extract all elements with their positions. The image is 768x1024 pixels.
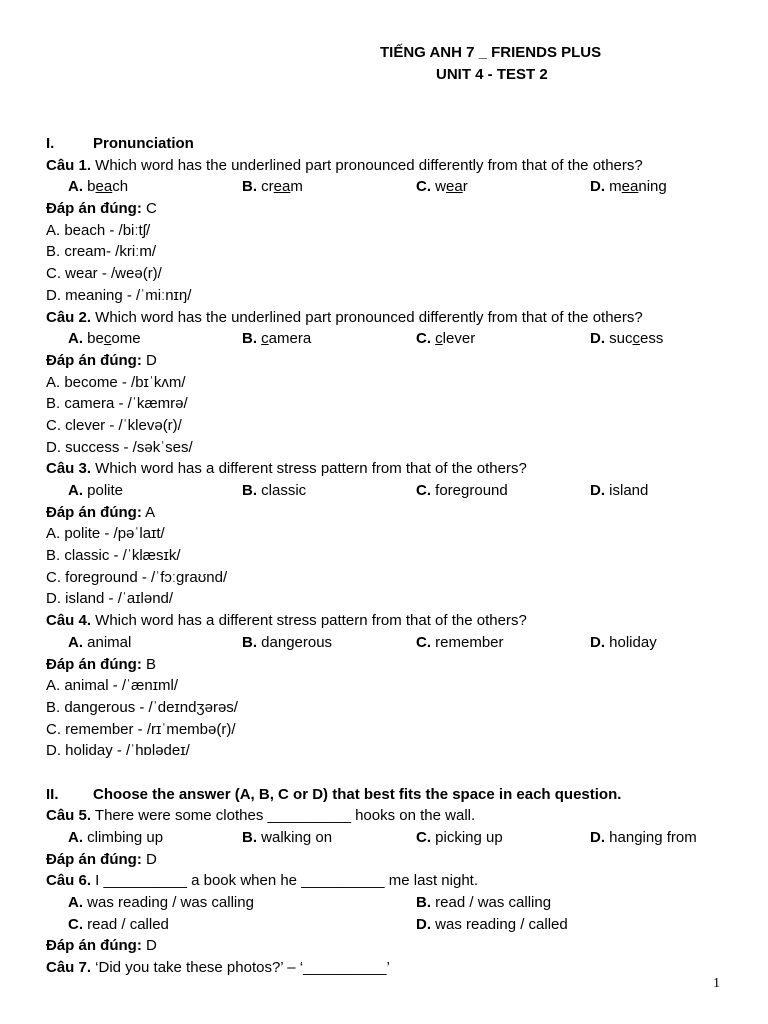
explanation-line: A. polite - /pəˈlaɪt/: [46, 525, 165, 543]
answer-label: Đáp án đúng:: [46, 200, 142, 218]
option-a: [68, 328, 141, 350]
explanation-line: B. cream- /kriːm/: [46, 243, 157, 261]
option-letter: C.: [68, 915, 83, 933]
answer-line: [46, 654, 746, 676]
option-text: amera: [268, 330, 312, 348]
answer-value: B: [141, 655, 157, 673]
options-row: [46, 892, 746, 914]
question-text: Which word has the underlined part pronounced differently from that of the others?: [91, 156, 643, 174]
question-label: Câu 4.: [46, 612, 92, 630]
document-title: TIẾNG ANH 7 _ FRIENDS PLUS: [380, 44, 602, 61]
option-text: m: [290, 178, 303, 196]
option-text: was reading / was calling: [83, 894, 254, 912]
question-label: Câu 2.: [46, 308, 92, 326]
option-text: be: [83, 330, 104, 348]
option-letter: A.: [68, 894, 83, 912]
underlined-part: c: [103, 330, 112, 348]
document-body: [46, 133, 746, 979]
option-text: classic: [257, 482, 307, 499]
explanation-line: B. classic - /ˈklæsɪk/: [46, 547, 181, 565]
option-letter: A.: [68, 178, 83, 196]
option-text: holiday: [605, 633, 657, 651]
option-letter: C.: [416, 633, 431, 651]
option-d: [590, 328, 663, 350]
question-label: Câu 1.: [46, 156, 92, 174]
section-title: Choose the answer (A, B, C or D) that best fits the space in each question.: [93, 785, 622, 803]
option-text: polite: [83, 482, 124, 499]
option-letter: B.: [242, 633, 257, 651]
question: [46, 307, 746, 329]
explanation-line: C. foreground - /ˈfɔːɡraʊnd/: [46, 568, 228, 586]
option-letter: D.: [590, 633, 605, 651]
question-text: There were some clothes __________ hooks on the wall.: [91, 807, 476, 825]
explanation-line: D. holiday - /ˈhɒlədeɪ/: [46, 742, 190, 760]
option-a: [68, 176, 128, 198]
explanation-line: B. dangerous - /ˈdeɪndʒərəs/: [46, 698, 238, 716]
question: [46, 155, 746, 177]
option-c: [68, 914, 169, 936]
option-b: [242, 328, 311, 350]
spacer: [46, 762, 746, 784]
question-text: I __________ a book when he __________ me last night.: [91, 872, 478, 890]
option-letter: C.: [416, 178, 431, 196]
page-number: 1: [713, 976, 720, 991]
option-letter: A.: [68, 829, 83, 846]
option-text: m: [605, 178, 622, 196]
option-letter: C.: [416, 829, 431, 846]
option-letter: C.: [416, 330, 431, 348]
option-c: [416, 328, 475, 350]
option-a: [68, 892, 254, 914]
option-text: walking on: [257, 829, 333, 846]
options-row: [46, 480, 746, 502]
underlined-part: ea: [95, 178, 113, 196]
option-letter: B.: [416, 894, 431, 912]
question-text: Which word has the underlined part pronounced differently from that of the others?: [91, 308, 643, 326]
option-letter: D.: [590, 482, 605, 499]
option-text: ch: [112, 178, 129, 196]
option-letter: B.: [242, 178, 257, 196]
option-text: animal: [83, 633, 132, 651]
option-text: was reading / called: [431, 915, 568, 933]
option-a: [68, 827, 163, 849]
explanation-line: A. animal - /ˈænɪml/: [46, 677, 179, 695]
section-heading: [46, 784, 746, 806]
option-text: suc: [605, 330, 633, 348]
option-letter: D.: [590, 178, 605, 196]
question-text: Which word has a different stress pattern from that of the others?: [91, 612, 527, 630]
option-d: [590, 632, 657, 654]
explanation-line: D. meaning - /ˈmiːnɪŋ/: [46, 286, 192, 304]
option-text: picking up: [431, 829, 503, 846]
underlined-part: ea: [446, 178, 463, 196]
underlined-part: c: [261, 330, 269, 348]
option-a: [68, 480, 123, 502]
section-heading: [46, 133, 746, 155]
underlined-part: ea: [621, 178, 639, 196]
question-label: Câu 3.: [46, 460, 92, 478]
question-text: Which word has a different stress pattern from that of the others?: [91, 460, 527, 478]
answer-value: D: [141, 351, 157, 369]
option-b: [416, 892, 551, 914]
option-text: island: [605, 482, 649, 499]
question-label: Câu 5.: [46, 807, 92, 825]
options-row: [46, 176, 746, 198]
section-number: II.: [46, 785, 59, 803]
explanation-line: C. wear - /weə(r)/: [46, 265, 162, 283]
option-text: read / called: [83, 915, 169, 933]
option-letter: B.: [242, 829, 257, 846]
option-text: cr: [257, 178, 274, 196]
option-text: ome: [111, 330, 141, 348]
underlined-part: c: [435, 330, 443, 348]
underlined-part: ea: [273, 178, 291, 196]
document-subtitle: UNIT 4 - TEST 2: [436, 66, 548, 83]
option-text: climbing up: [83, 829, 164, 846]
option-letter: B.: [242, 482, 257, 499]
question: [46, 458, 746, 480]
answer-line: [46, 849, 746, 871]
option-text: lever: [442, 330, 476, 348]
answer-line: [46, 198, 746, 220]
explanation-line: D. island - /ˈaɪlənd/: [46, 590, 174, 608]
option-text: read / was calling: [431, 894, 552, 912]
answer-value: D: [141, 937, 157, 955]
question-label: Câu 7.: [46, 959, 92, 977]
question: [46, 870, 746, 892]
option-letter: A.: [68, 330, 83, 348]
explanation-line: D. success - /səkˈses/: [46, 438, 193, 456]
option-letter: B.: [242, 330, 257, 348]
answer-label: Đáp án đúng:: [46, 850, 142, 868]
option-letter: D.: [590, 330, 605, 348]
explanation-line: A. become - /bɪˈkʌm/: [46, 373, 186, 391]
option-text: b: [83, 178, 96, 196]
answer-label: Đáp án đúng:: [46, 937, 142, 955]
option-letter: A.: [68, 482, 83, 499]
answer-value: C: [141, 200, 157, 218]
option-d: [590, 176, 667, 198]
explanation-line: C. remember - /rɪˈmembə(r)/: [46, 720, 236, 738]
option-d: [590, 480, 648, 502]
answer-value: D: [141, 850, 157, 868]
options-row: [46, 914, 746, 936]
question-label: Câu 6.: [46, 872, 92, 890]
option-c: [416, 827, 503, 849]
option-letter: C.: [416, 482, 431, 499]
section-number: I.: [46, 135, 55, 152]
option-c: [416, 632, 504, 654]
option-c: [416, 176, 468, 198]
answer-label: Đáp án đúng:: [46, 351, 142, 369]
answer-line: [46, 350, 746, 372]
option-d: [416, 914, 568, 936]
option-b: [242, 176, 303, 198]
option-text: dangerous: [257, 633, 333, 651]
answer-label: Đáp án đúng:: [46, 655, 142, 673]
option-text: ess: [640, 330, 664, 348]
option-text: ning: [638, 178, 667, 196]
question: [46, 610, 746, 632]
answer-label: Đáp án đúng:: [46, 503, 142, 521]
question: [46, 805, 746, 827]
answer-line: [46, 935, 746, 957]
option-text: remember: [431, 633, 504, 651]
option-a: [68, 632, 131, 654]
options-row: [46, 632, 746, 654]
option-b: [242, 632, 332, 654]
option-d: [590, 827, 697, 849]
option-b: [242, 480, 306, 502]
underlined-part: c: [632, 330, 641, 348]
option-text: hanging from: [605, 829, 697, 846]
option-letter: D.: [416, 915, 431, 933]
explanation-line: A. beach - /biːtʃ/: [46, 221, 151, 239]
explanation-line: C. clever - /ˈklevə(r)/: [46, 416, 182, 434]
option-text: w: [431, 178, 446, 196]
section-title: Pronunciation: [93, 135, 194, 152]
options-row: [46, 827, 746, 849]
question-text: ‘Did you take these photos?’ – ‘__________’: [91, 959, 390, 977]
question: [46, 957, 746, 979]
option-b: [242, 827, 332, 849]
option-letter: A.: [68, 633, 83, 651]
option-text: foreground: [431, 482, 508, 499]
answer-line: [46, 502, 746, 524]
explanation-line: B. camera - /ˈkæmrə/: [46, 395, 188, 413]
option-c: [416, 480, 508, 502]
answer-value: A: [141, 503, 156, 521]
options-row: [46, 328, 746, 350]
option-text: r: [462, 178, 468, 196]
option-letter: D.: [590, 829, 605, 846]
